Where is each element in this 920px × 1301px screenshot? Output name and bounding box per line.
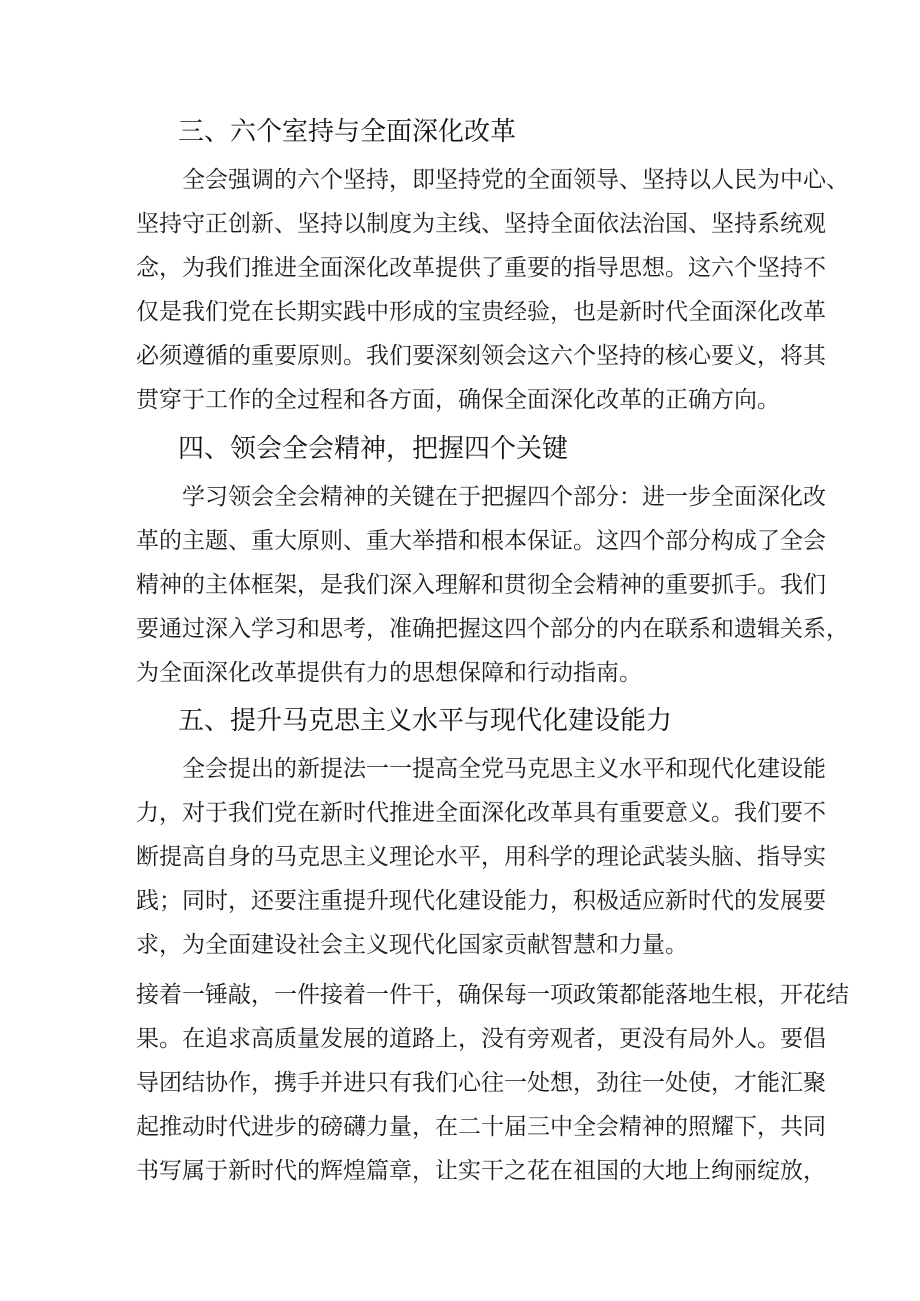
paragraph-line: 断提高自身的马克思主义理论水平，用科学的理论武装头脑、指导实 (136, 844, 826, 870)
paragraph-line: 求，为全面建设社会主义现代化国家贡献智慧和力量。 (136, 932, 688, 958)
closing-paragraph-line: 果。在追求高质量发展的道路上，没有旁观者，更没有局外人。要倡 (136, 1026, 826, 1052)
paragraph-line: 革的主题、重大原则、重大举措和根本保证。这四个部分构成了全会 (136, 528, 826, 554)
paragraph-line: 贯穿于工作的全过程和各方面，确保全面深化改革的正确方向。 (136, 387, 780, 413)
paragraph-line: 坚持守正创新、坚持以制度为主线、坚持全面依法治国、坚持系统观 (136, 211, 826, 237)
section-heading-5: 五、提升马克思主义水平与现代化建设能力 (178, 706, 673, 736)
paragraph-line: 践；同时，还要注重提升现代化建设能力，积极适应新时代的发展要 (136, 888, 826, 914)
paragraph-line: 全会提出的新提法一一提高全党马克思主义水平和现代化建设能 (182, 756, 826, 782)
paragraph-line: 念，为我们推进全面深化改革提供了重要的指导思想。这六个坚持不 (136, 255, 826, 281)
paragraph-line: 精神的主体框架，是我们深入理解和贯彻全会精神的重要抓手。我们 (136, 572, 826, 598)
paragraph-line: 要通过深入学习和思考，准确把握这四个部分的内在联系和遗辑关系， (136, 616, 849, 642)
closing-paragraph-line: 起推动时代进步的磅礴力量，在二十届三中全会精神的照耀下，共同 (136, 1114, 826, 1140)
closing-paragraph-line: 书写属于新时代的辉煌篇章，让实干之花在祖国的大地上绚丽绽放， (136, 1158, 826, 1184)
section-heading-3: 三、六个室持与全面深化改革 (178, 117, 517, 147)
paragraph-line: 全会强调的六个坚持，即坚持党的全面领导、坚持以人民为中心、 (182, 167, 849, 193)
paragraph-line: 力，对于我们党在新时代推进全面深化改革具有重要意义。我们要不 (136, 800, 826, 826)
paragraph-line: 为全面深化改革提供有力的思想保障和行动指南。 (136, 660, 642, 686)
paragraph-line: 必须遵循的重要原则。我们要深刻领会这六个坚持的核心要义，将其 (136, 343, 826, 369)
closing-paragraph-line: 接着一锤敲，一件接着一件干，确保每一项政策都能落地生根，开花结 (136, 982, 849, 1008)
closing-paragraph-line: 导团结协作，携手并进只有我们心往一处想，劲往一处使，才能汇聚 (136, 1070, 826, 1096)
section-heading-4: 四、领会全会精神，把握四个关键 (178, 434, 569, 464)
paragraph-line: 学习领会全会精神的关键在于把握四个部分：进一步全面深化改 (182, 484, 826, 510)
paragraph-line: 仅是我们党在长期实践中形成的宝贵经验，也是新时代全面深化改革 (136, 299, 826, 325)
